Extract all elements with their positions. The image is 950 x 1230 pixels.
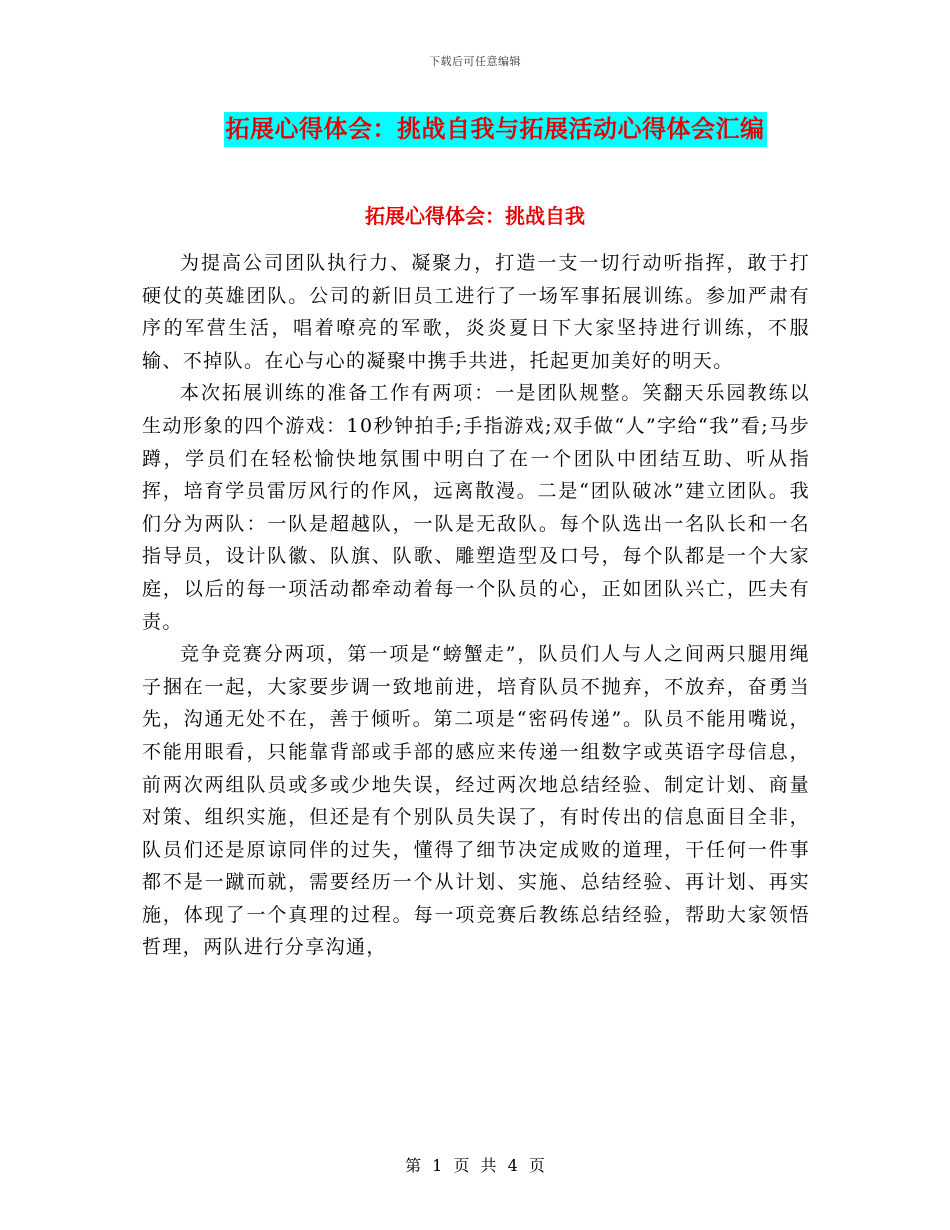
main-title-container (0, 112, 950, 147)
paragraph-2: 本次拓展训练的准备工作有两项：一是团队规整。笑翻天乐园教练以生动形象的四个游戏：10秒钟拍手;手指游戏;双手做“人”字给“我”看;马步蹲，学员们在轻松愉快地氛围中明白了在一个团队中团结互助、听从指挥，培育学员雷厉风行的作风，远离散漫。二是“团队破冰”建立团队。我们分为两队：一队是超越队，一队是无敌队。每个队选出一名队长和一名指导员，设计队徽、队旗、队歌、雕塑造型及口号，每个队都是一个大家庭，以后的每一项活动都牵动着每一个队员的心，正如团队兴亡，匹夫有责。 (142, 382, 810, 633)
paragraph-3: 竞争竞赛分两项，第一项是“螃蟹走”，队员们人与人之间两只腿用绳子捆在一起，大家要步调一致地前进，培育队员不抛弃，不放弃，奋勇当先，沟通无处不在，善于倾听。第二项是“密码传递”。队员不能用嘴说，不能用眼看，只能靠背部或手部的感应来传递一组数字或英语字母信息，前两次两组队员或多或少地失误，经过两次地总结经验、制定计划、商量对策、组织实施，但还是有个别队员失误了，有时传出的信息面目全非，队员们还是原谅同伴的过失，懂得了细节决定成败的道理，干任何一件事都不是一蹴而就，需要经历一个从计划、实施、总结经验、再计划、再实施，体现了一个真理的过程。每一项竞赛后教练总结经验，帮助大家领悟哲理，两队进行分享沟通， (142, 643, 810, 959)
document-title: 拓展心得体会：挑战自我与拓展活动心得体会汇编 (224, 112, 767, 147)
paragraph-1: 为提高公司团队执行力、凝聚力，打造一支一切行动听指挥，敢于打硬仗的英雄团队。公司的新旧员工进行了一场军事拓展训练。参加严肃有序的军营生活，唱着嘹亮的军歌，炎炎夏日下大家坚持进行训练，不服输、不掉队。在心与心的凝聚中携手共进，托起更加美好的明天。 (142, 252, 810, 372)
document-body (142, 247, 810, 964)
page-number-footer: 第 1 页 共 4 页 (405, 1156, 545, 1175)
header-note: 下载后可任意编辑 (429, 55, 521, 68)
section-title: 拓展心得体会：挑战自我 (365, 204, 585, 228)
